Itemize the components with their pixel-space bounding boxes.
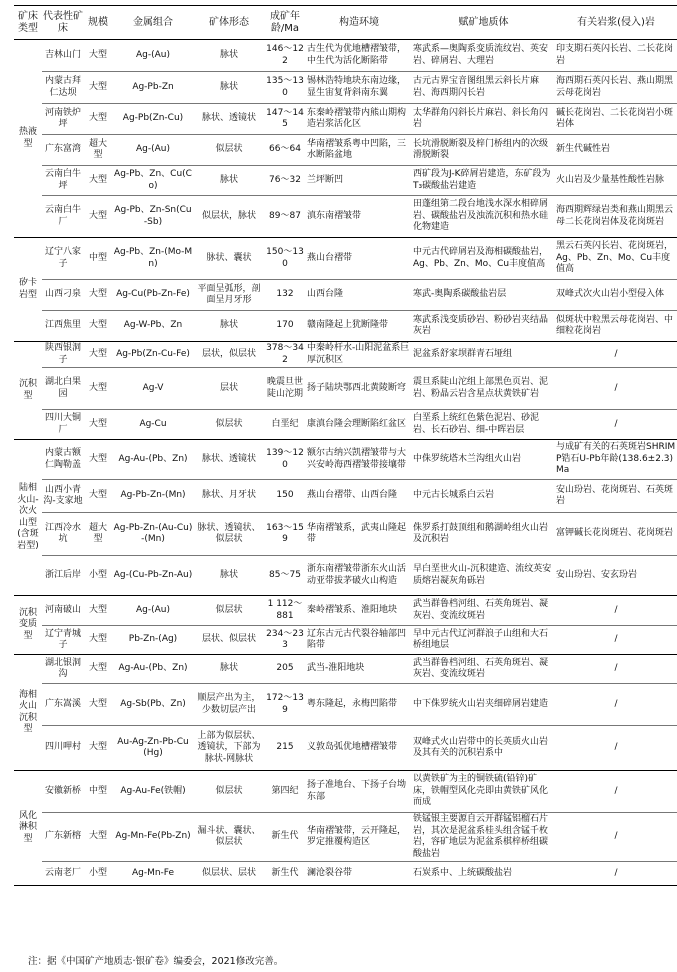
setting-cell: 山西台隆 xyxy=(306,280,412,311)
deposit-cell: 江西焦里 xyxy=(42,311,84,342)
scale-cell: 大型 xyxy=(84,166,112,196)
age-cell: 1 112～881 xyxy=(264,596,306,626)
shape-cell: 似层状 xyxy=(194,135,264,166)
magma-cell: / xyxy=(555,596,677,626)
shape-cell: 脉状、透镜状 xyxy=(194,440,264,480)
scale-cell: 大型 xyxy=(84,726,112,771)
table-row xyxy=(14,556,677,596)
age-cell: 66～64 xyxy=(264,135,306,166)
magma-cell: / xyxy=(555,771,677,813)
host-cell: 武当群鲁档河组、石英角斑岩、凝灰岩、变流纹斑岩 xyxy=(412,655,555,684)
host-cell: 长坑滑脱断裂及梓门桥组内的次级滑脱断裂 xyxy=(412,135,555,166)
magma-cell: / xyxy=(555,813,677,862)
host-cell: 以黄铁矿为主的铜铁硫(铅锌)矿床，铁帽型风化壳即由黄铁矿风化而成 xyxy=(412,771,555,813)
metals-cell: Ag-Pb-Zn-(Mn) xyxy=(112,480,194,513)
deposit-cell: 湖北白果园 xyxy=(42,368,84,410)
deposit-cell: 广东嵩溪 xyxy=(42,684,84,726)
scale-cell: 中型 xyxy=(84,771,112,813)
metals-cell: Ag-Mn-Fe xyxy=(112,862,194,886)
metals-cell: Ag-(Au) xyxy=(112,596,194,626)
host-cell: 早白垩世火山-沉积建造、流纹英安质熔岩凝灰角砾岩 xyxy=(412,556,555,596)
deposit-type-cell: 热液型 xyxy=(14,40,42,238)
scale-cell: 大型 xyxy=(84,480,112,513)
metals-cell: Ag-W-Pb、Zn xyxy=(112,311,194,342)
metals-cell: Ag-Pb、Zn、Cu(Co) xyxy=(112,166,194,196)
deposit-type-cell: 风化淋积型 xyxy=(14,771,42,886)
shape-cell: 似层状 xyxy=(194,410,264,440)
header-cell: 有关岩浆(侵入)岩 xyxy=(555,6,677,40)
deposit-type-cell: 矽卡岩型 xyxy=(14,238,42,342)
setting-cell: 扬子准地台、下扬子台坳东部 xyxy=(306,771,412,813)
deposit-cell: 四川呷村 xyxy=(42,726,84,771)
shape-cell: 顺层产出为主，少数切层产出 xyxy=(194,684,264,726)
table-row xyxy=(14,368,677,410)
host-cell: 古元古界宝音图组黑云斜长片麻岩、海西期闪长岩 xyxy=(412,72,555,104)
table-row xyxy=(14,771,677,813)
host-cell: 震旦系陡山沱组上部黑色页岩、泥岩、粉晶云岩含星点状黄铁矿岩 xyxy=(412,368,555,410)
deposit-cell: 河南破山 xyxy=(42,596,84,626)
setting-cell: 粤东隆起，永梅凹陷带 xyxy=(306,684,412,726)
deposit-cell: 湖北银洞沟 xyxy=(42,655,84,684)
age-cell: 150 xyxy=(264,480,306,513)
metals-cell: Ag-Sb(Pb、Zn) xyxy=(112,684,194,726)
scale-cell: 超大型 xyxy=(84,513,112,556)
scale-cell: 大型 xyxy=(84,684,112,726)
age-cell: 215 xyxy=(264,726,306,771)
metals-cell: Ag-(Cu-Pb-Zn-Au) xyxy=(112,556,194,596)
shape-cell: 脉状 xyxy=(194,556,264,596)
age-cell: 172～139 xyxy=(264,684,306,726)
setting-cell: 澜沧裂谷带 xyxy=(306,862,412,886)
table-row xyxy=(14,410,677,440)
deposit-cell: 四川大铜厂 xyxy=(42,410,84,440)
table-header-row xyxy=(14,6,677,40)
magma-cell: / xyxy=(555,368,677,410)
deposit-cell: 安徽新桥 xyxy=(42,771,84,813)
deposit-cell: 江西冷水坑 xyxy=(42,513,84,556)
host-cell: 中下侏罗统火山岩夹细碎屑岩建造 xyxy=(412,684,555,726)
table-row xyxy=(14,311,677,342)
setting-cell: 兰坪断凹 xyxy=(306,166,412,196)
host-cell: 武当群鲁档河组、石英角斑岩、凝灰岩、变流纹斑岩 xyxy=(412,596,555,626)
metals-cell: Ag-V xyxy=(112,368,194,410)
table-row xyxy=(14,596,677,626)
metals-cell: Ag-(Au) xyxy=(112,135,194,166)
setting-cell: 辽东古元古代裂谷轴部凹陷带 xyxy=(306,626,412,655)
shape-cell: 脉状 xyxy=(194,166,264,196)
table-row xyxy=(14,813,677,862)
magma-cell: / xyxy=(555,342,677,368)
host-cell: 中元古代碎屑岩及海相碳酸盐岩，Ag、Pb、Zn、Mo、Cu丰度值高 xyxy=(412,238,555,280)
deposit-cell: 云南老厂 xyxy=(42,862,84,886)
setting-cell: 浙东南褶皱带浙东火山活动亚带拔茅破火山构造 xyxy=(306,556,412,596)
magma-cell: / xyxy=(555,410,677,440)
shape-cell: 上部为似层状、透镜状，下部为脉状-网脉状 xyxy=(194,726,264,771)
magma-cell: / xyxy=(555,684,677,726)
deposit-cell: 浙江后岸 xyxy=(42,556,84,596)
magma-cell: / xyxy=(555,626,677,655)
setting-cell: 华南褶皱系，武夷山隆起带 xyxy=(306,513,412,556)
table-row xyxy=(14,135,677,166)
age-cell: 135～130 xyxy=(264,72,306,104)
setting-cell: 额尔古纳兴凯褶皱带与大兴安岭海西褶皱带接壤带 xyxy=(306,440,412,480)
scale-cell: 小型 xyxy=(84,862,112,886)
setting-cell: 康滇台隆会理断陷红盆区 xyxy=(306,410,412,440)
deposit-cell: 河南铁炉坪 xyxy=(42,104,84,135)
scale-cell: 大型 xyxy=(84,72,112,104)
shape-cell: 脉状 xyxy=(194,72,264,104)
age-cell: 234～233 xyxy=(264,626,306,655)
deposit-cell: 广东富湾 xyxy=(42,135,84,166)
deposit-cell: 辽宁青城子 xyxy=(42,626,84,655)
scale-cell: 大型 xyxy=(84,440,112,480)
magma-cell: 安山玢岩、花岗斑岩、石英斑岩 xyxy=(555,480,677,513)
metals-cell: Au-Ag-Zn-Pb-Cu(Hg) xyxy=(112,726,194,771)
shape-cell: 似层状，脉状 xyxy=(194,196,264,238)
setting-cell: 赣南隆起上犹断隆带 xyxy=(306,311,412,342)
table-row xyxy=(14,480,677,513)
scale-cell: 小型 xyxy=(84,556,112,596)
deposit-table xyxy=(14,5,677,886)
scale-cell: 大型 xyxy=(84,813,112,862)
magma-cell: 富钾碱长花岗斑岩、花岗斑岩 xyxy=(555,513,677,556)
table-row xyxy=(14,684,677,726)
host-cell: 泥盆系舒家坝群青石垭组 xyxy=(412,342,555,368)
metals-cell: Ag-Cu(Pb-Zn-Fe) xyxy=(112,280,194,311)
metals-cell: Ag-Pb(Zn-Cu) xyxy=(112,104,194,135)
table-row xyxy=(14,72,677,104)
deposit-type-cell: 沉积型 xyxy=(14,342,42,440)
table-row xyxy=(14,726,677,771)
age-cell: 378～342 xyxy=(264,342,306,368)
scale-cell: 大型 xyxy=(84,342,112,368)
deposit-cell: 山西小青沟-支家地 xyxy=(42,480,84,513)
host-cell: 寒武-奥陶系碳酸盐岩层 xyxy=(412,280,555,311)
deposit-cell: 内蒙古拜仁达坝 xyxy=(42,72,84,104)
magma-cell: 海西期辉绿岩类和燕山期黑云母二长花岗岩体及花岗斑岩 xyxy=(555,196,677,238)
metals-cell: Ag-Au-(Pb、Zn) xyxy=(112,440,194,480)
scale-cell: 大型 xyxy=(84,368,112,410)
table-row xyxy=(14,196,677,238)
setting-cell: 燕山台褶带 xyxy=(306,238,412,280)
shape-cell: 层状、似层状 xyxy=(194,626,264,655)
shape-cell: 平面呈弧形，剖面呈月牙形 xyxy=(194,280,264,311)
metals-cell: Ag-(Au) xyxy=(112,40,194,72)
host-cell: 双峰式火山岩带中的长英质火山岩及其有关的沉积岩系中 xyxy=(412,726,555,771)
age-cell: 205 xyxy=(264,655,306,684)
header-cell: 金属组合 xyxy=(112,6,194,40)
age-cell: 139～120 xyxy=(264,440,306,480)
header-cell: 构造环境 xyxy=(306,6,412,40)
host-cell: 西矿段为J-K碎屑岩建造，东矿段为T₃碳酸盐岩建造 xyxy=(412,166,555,196)
deposit-cell: 辽宁八家子 xyxy=(42,238,84,280)
shape-cell: 脉状 xyxy=(194,40,264,72)
scale-cell: 大型 xyxy=(84,655,112,684)
setting-cell: 华南褶皱带，云开隆起，罗定推覆构造区 xyxy=(306,813,412,862)
shape-cell: 脉状 xyxy=(194,311,264,342)
scale-cell: 中型 xyxy=(84,238,112,280)
header-cell: 赋矿地质体 xyxy=(412,6,555,40)
shape-cell: 似层状 xyxy=(194,596,264,626)
deposit-type-cell: 沉积变质型 xyxy=(14,596,42,655)
host-cell: 石炭系中、上统碳酸盐岩 xyxy=(412,862,555,886)
header-cell: 成矿年龄/Ma xyxy=(264,6,306,40)
age-cell: 85～75 xyxy=(264,556,306,596)
deposit-cell: 云南白牛厂 xyxy=(42,196,84,238)
host-cell: 白垩系上统红色紫色泥岩、砂泥岩、长石砂岩、细-中晖岩层 xyxy=(412,410,555,440)
shape-cell: 漏斗状、囊状、似层状 xyxy=(194,813,264,862)
setting-cell: 滇东南褶皱带 xyxy=(306,196,412,238)
metals-cell: Pb-Zn-(Ag) xyxy=(112,626,194,655)
shape-cell: 脉状、囊状 xyxy=(194,238,264,280)
table-row xyxy=(14,440,677,480)
metals-cell: Ag-Cu xyxy=(112,410,194,440)
shape-cell: 层状 xyxy=(194,368,264,410)
metals-cell: Ag-Au-Fe(铁帽) xyxy=(112,771,194,813)
deposit-cell: 陕西银洞子 xyxy=(42,342,84,368)
host-cell: 早中元古代辽河群浪子山组和大石桥组地层 xyxy=(412,626,555,655)
setting-cell: 锡林浩特地块东南边缘，显生宙复背斜南东翼 xyxy=(306,72,412,104)
table-row xyxy=(14,40,677,72)
metals-cell: Ag-Pb(Zn-Cu-Fe) xyxy=(112,342,194,368)
magma-cell: 火山岩及少量基性酸性岩脉 xyxy=(555,166,677,196)
age-cell: 150～130 xyxy=(264,238,306,280)
magma-cell: 新生代碱性岩 xyxy=(555,135,677,166)
magma-cell: 黑云石英闪长岩、花岗斑岩，Ag、Pb、Zn、Mo、Cu丰度值高 xyxy=(555,238,677,280)
table-row xyxy=(14,104,677,135)
setting-cell: 东秦岭褶皱带内熊山期构造岩浆活化区 xyxy=(306,104,412,135)
table-row xyxy=(14,862,677,886)
table-row xyxy=(14,166,677,196)
shape-cell: 似层状 xyxy=(194,771,264,813)
host-cell: 寒武系—奥陶系变质流纹岩、英安岩、碎屑岩、大理岩 xyxy=(412,40,555,72)
deposit-cell: 吉林山门 xyxy=(42,40,84,72)
host-cell: 田蓬组第二段台地浅水深水相碎屑岩、碳酸盐岩及浊流沉积和热水硅化物建造 xyxy=(412,196,555,238)
scale-cell: 大型 xyxy=(84,626,112,655)
header-cell: 代表性矿床 xyxy=(42,6,84,40)
scale-cell: 大型 xyxy=(84,280,112,311)
magma-cell: 碱长花岗岩、二长花岗岩小斑岩体 xyxy=(555,104,677,135)
metals-cell: Ag-Pb、Zn-Sn(Cu-Sb) xyxy=(112,196,194,238)
shape-cell: 脉状 xyxy=(194,655,264,684)
deposit-cell: 广东新榕 xyxy=(42,813,84,862)
magma-cell: / xyxy=(555,862,677,886)
shape-cell: 似层状、层状 xyxy=(194,862,264,886)
setting-cell: 秦岭褶皱系、淮阳地块 xyxy=(306,596,412,626)
shape-cell: 层状，似层状 xyxy=(194,342,264,368)
age-cell: 147～145 xyxy=(264,104,306,135)
setting-cell: 古生代为优地槽褶皱带，中生代为活化断陷带 xyxy=(306,40,412,72)
host-cell: 中元古长城系白云岩 xyxy=(412,480,555,513)
setting-cell: 扬子陆块鄂西北黄陵断穹 xyxy=(306,368,412,410)
shape-cell: 脉状、透镜状 xyxy=(194,104,264,135)
table-row xyxy=(14,238,677,280)
scale-cell: 超大型 xyxy=(84,135,112,166)
age-cell: 163～159 xyxy=(264,513,306,556)
magma-cell: 印支期石英闪长岩、二长花岗岩 xyxy=(555,40,677,72)
table-row xyxy=(14,655,677,684)
scale-cell: 大型 xyxy=(84,311,112,342)
host-cell: 寒武系浅变质砂岩、粉砂岩夹结晶灰岩 xyxy=(412,311,555,342)
metals-cell: Ag-Pb-Zn-(Au-Cu)-(Mn) xyxy=(112,513,194,556)
header-cell: 规模 xyxy=(84,6,112,40)
setting-cell: 义敦岛弧优地槽褶皱带 xyxy=(306,726,412,771)
age-cell: 新生代 xyxy=(264,813,306,862)
magma-cell: 海西期石英闪长岩、燕山期黑云母花岗岩 xyxy=(555,72,677,104)
metals-cell: Ag-Pb-Zn xyxy=(112,72,194,104)
age-cell: 第四纪 xyxy=(264,771,306,813)
host-cell: 侏罗系打鼓顶组和鹅湖岭组火山岩及沉积岩 xyxy=(412,513,555,556)
shape-cell: 脉状、透镜状、似层状 xyxy=(194,513,264,556)
host-cell: 铁锰银主要源自云开群锰铝榴石片岩，其次是泥盆系桂头组含锰千枚岩，容矿地层为泥盆系棋梓桥组碳酸盐岩 xyxy=(412,813,555,862)
scale-cell: 大型 xyxy=(84,104,112,135)
age-cell: 146～122 xyxy=(264,40,306,72)
age-cell: 170 xyxy=(264,311,306,342)
header-cell: 矿床类型 xyxy=(14,6,42,40)
table-row xyxy=(14,342,677,368)
deposit-type-cell: 陆相火山-次火山型(含斑岩型) xyxy=(14,440,42,596)
table-row xyxy=(14,280,677,311)
deposit-cell: 山西刁泉 xyxy=(42,280,84,311)
setting-cell: 华南褶皱系粤中凹陷，三水断陷盆地 xyxy=(306,135,412,166)
magma-cell: / xyxy=(555,726,677,771)
scale-cell: 大型 xyxy=(84,40,112,72)
shape-cell: 脉状、月牙状 xyxy=(194,480,264,513)
age-cell: 新生代 xyxy=(264,862,306,886)
scale-cell: 大型 xyxy=(84,596,112,626)
magma-cell: 安山玢岩、安玄玢岩 xyxy=(555,556,677,596)
magma-cell: 双峰式次火山岩小型侵入体 xyxy=(555,280,677,311)
table-note: 注：据《中国矿产地质志·银矿卷》编委会，2021修改完善。 xyxy=(28,956,284,967)
table-row xyxy=(14,626,677,655)
magma-cell: 似斑状中粒黑云母花岗岩、中细粒花岗岩 xyxy=(555,311,677,342)
scale-cell: 大型 xyxy=(84,410,112,440)
scale-cell: 大型 xyxy=(84,196,112,238)
age-cell: 89～87 xyxy=(264,196,306,238)
deposit-type-cell: 海相火山沉积型 xyxy=(14,655,42,771)
metals-cell: Ag-Pb、Zn-(Mo-Mn) xyxy=(112,238,194,280)
age-cell: 76～32 xyxy=(264,166,306,196)
host-cell: 中侏罗统塔木兰沟组火山岩 xyxy=(412,440,555,480)
setting-cell: 中秦岭杆水-山阳泥盆系巨厚沉积区 xyxy=(306,342,412,368)
deposit-cell: 内蒙古额仁陶勒盖 xyxy=(42,440,84,480)
table-row xyxy=(14,513,677,556)
metals-cell: Ag-Mn-Fe(Pb-Zn) xyxy=(112,813,194,862)
setting-cell: 武当-淮阳地块 xyxy=(306,655,412,684)
metals-cell: Ag-Au-(Pb、Zn) xyxy=(112,655,194,684)
table-body xyxy=(14,40,677,886)
setting-cell: 燕山台褶带、山西台隆 xyxy=(306,480,412,513)
host-cell: 太华群角闪斜长片麻岩、斜长角闪岩 xyxy=(412,104,555,135)
age-cell: 132 xyxy=(264,280,306,311)
age-cell: 白垩纪 xyxy=(264,410,306,440)
age-cell: 晚震旦世陡山沱期 xyxy=(264,368,306,410)
magma-cell: 与成矿有关的石英斑岩SHRIMP锆石U-Pb年龄(138.6±2.3) Ma xyxy=(555,440,677,480)
deposit-cell: 云南白牛坪 xyxy=(42,166,84,196)
header-cell: 矿体形态 xyxy=(194,6,264,40)
magma-cell: / xyxy=(555,655,677,684)
